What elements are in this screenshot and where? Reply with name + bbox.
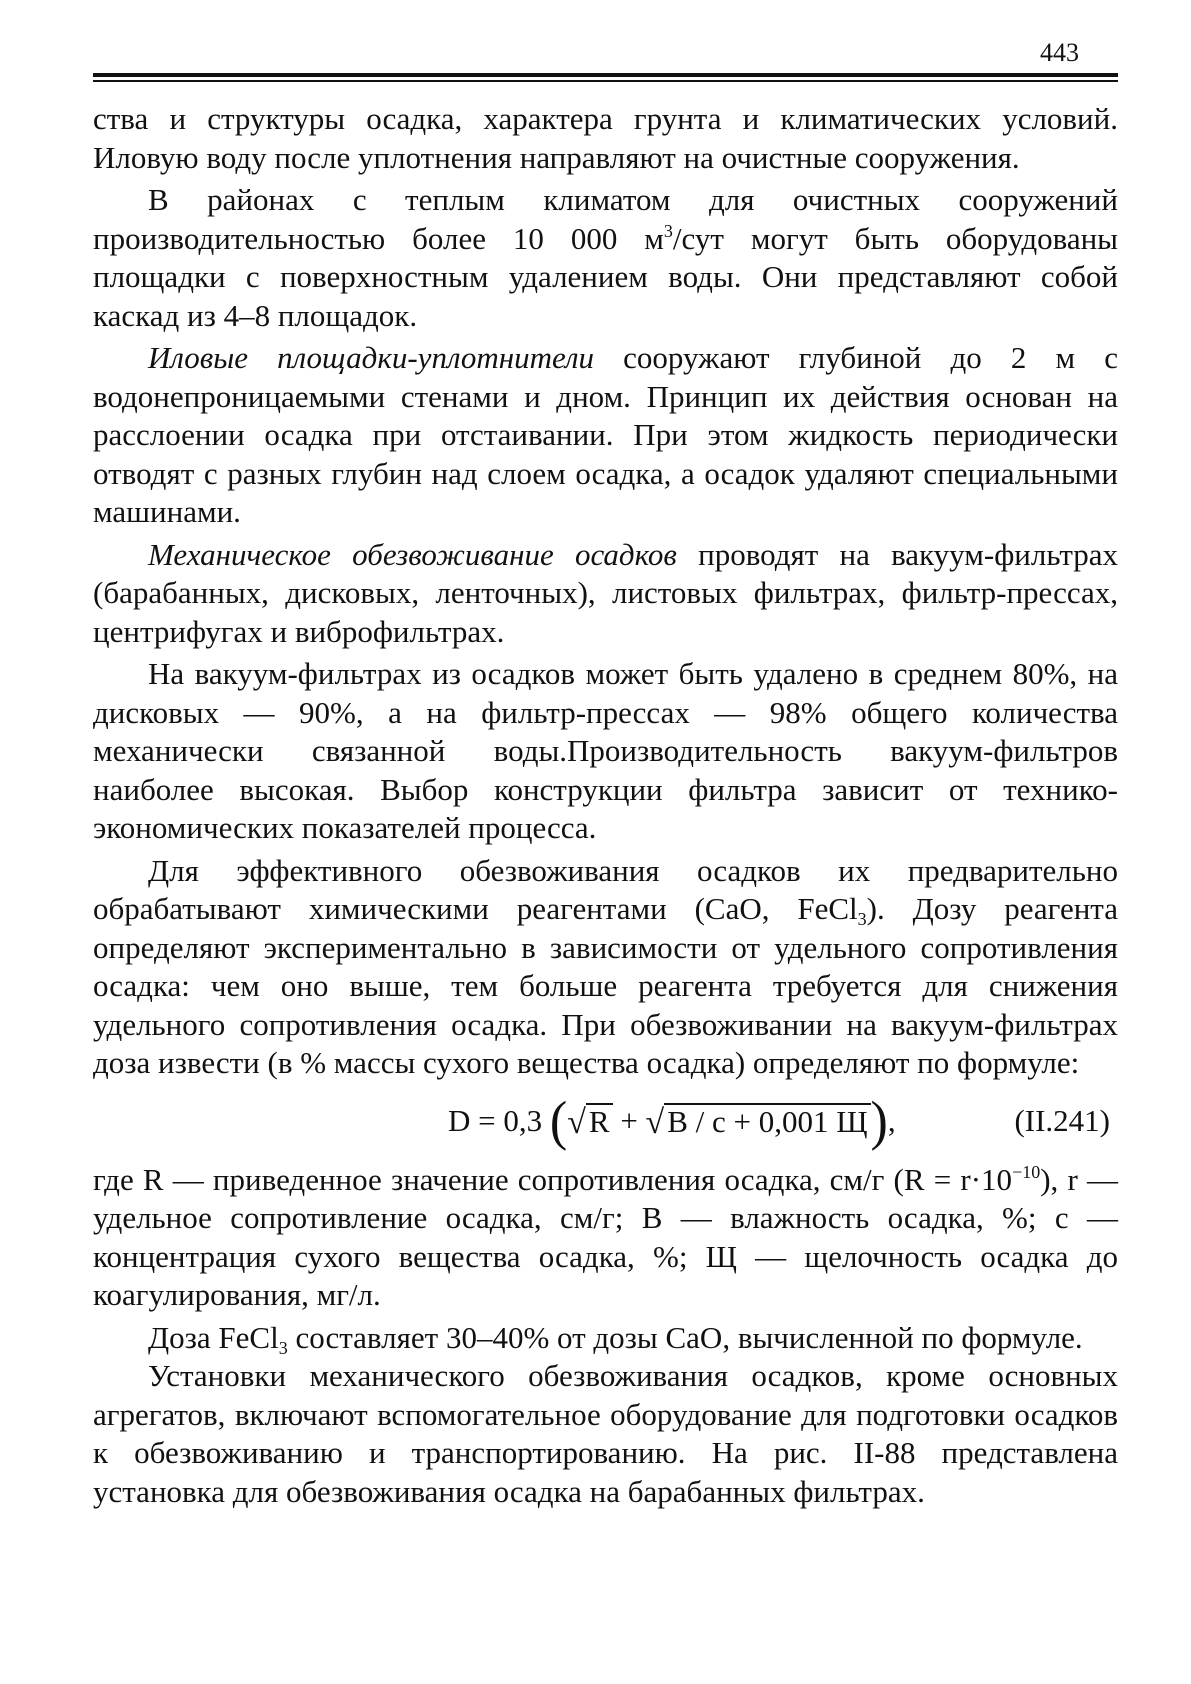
formula-plus: + bbox=[620, 1103, 638, 1139]
paragraph-2 bbox=[93, 181, 1118, 335]
superscript-cubic: 3 bbox=[663, 220, 673, 241]
header-rule-thin bbox=[93, 80, 1118, 82]
paragraph-4-text: проводят на вакуум-фильтрах (барабанных, дисковых, ленточных), листовых фильтрах, фильтр-прессах, центрифугах и виброфильтрах. bbox=[93, 536, 1119, 649]
paragraph-9-text: Установки механического обезвоживания осадков, кроме основных агрегатов, включают вспомогательное оборудование для подготовки осадков к обезвоживанию и транспортированию. На рис. II-88 представлена установка для обезвоживания осадка на барабанных фильтрах. bbox=[93, 1358, 1118, 1509]
term-sludge-compactors: Иловые площадки-уплотнители bbox=[148, 340, 594, 375]
superscript-power: −10 bbox=[1012, 1161, 1041, 1182]
paragraph-7-text-a: где R — приведенное значение сопротивления осадка, см/г (R = r·10 bbox=[93, 1161, 1013, 1197]
formula-close-paren: ) bbox=[870, 1091, 888, 1151]
formula-open-paren: ( bbox=[549, 1091, 568, 1151]
paragraph-8 bbox=[93, 1319, 1118, 1358]
subscript-fecl3-2: 3 bbox=[278, 1337, 288, 1358]
paragraph-1 bbox=[93, 100, 1118, 177]
paragraph-5-text: На вакуум-фильтрах из осадков может быть удалено в среднем 80%, на дисковых — 90%, а на фильтр-прессах — 98% общего количества механически связанной воды.Производительность вакуум-фильтров наиболее высокая. Выбор конструкции фильтра зависит от технико-экономических показателей процесса. bbox=[93, 656, 1118, 845]
body-text bbox=[93, 100, 1118, 1511]
formula-term-b: B / c + 0,001 Щ bbox=[664, 1103, 870, 1139]
paragraph-9 bbox=[93, 1357, 1118, 1511]
sqrt-r bbox=[567, 1103, 612, 1139]
paragraph-6-text-b: ). Дозу реагента определяют экспериментально в зависимости от удельного сопротивления осадка: чем оно выше, тем больше реагента требуется для снижения удельного сопротивления осадка. При обезвоживании на вакуум-фильтрах доза извести (в % массы сухого вещества осадка) определяют по формуле: bbox=[93, 891, 1118, 1080]
paragraph-1-text: ства и структуры осадка, характера грунта и климатических условий. Иловую воду после уплотнения направляют на очистные сооружения. bbox=[93, 101, 1118, 175]
page-number: 443 bbox=[1040, 38, 1079, 67]
formula-term-r: R bbox=[586, 1103, 613, 1139]
formula-row bbox=[93, 1085, 1118, 1159]
paragraph-3 bbox=[93, 339, 1118, 532]
paragraph-2-text-a: В районах с теплым климатом для очистных сооружений производительностью более 10 000 м bbox=[93, 182, 1118, 256]
subscript-fecl3: 3 bbox=[857, 909, 867, 929]
paragraph-8-text-b: составляет 30–40% от дозы CaO, вычисленной по формуле. bbox=[287, 1319, 1083, 1355]
paragraph-5 bbox=[93, 655, 1118, 848]
sqrt-symbol-2: √ bbox=[645, 1103, 665, 1141]
term-mechanical-dewatering: Механическое обезвоживание осадков bbox=[148, 536, 677, 572]
sqrt-symbol-1: √ bbox=[567, 1103, 586, 1141]
paragraph-6 bbox=[93, 852, 1118, 1083]
paragraph-2-text-b: /сут могут быть оборудованы площадки с поверхностным удалением воды. Они представляют собой каскад из 4–8 площадок. bbox=[93, 220, 1118, 333]
paragraph-6-text-a: Для эффективного обезвоживания осадков их предварительно обрабатывают химическими реагентами (CaO, FeCl bbox=[93, 852, 1118, 926]
paragraph-7-text-b: ), r — удельное сопротивление осадка, см/г; В — влажность осадка, %; с — концентрация сухого вещества осадка, %; Щ — щелочность осадка до коагулирования, мг/л. bbox=[93, 1161, 1118, 1312]
sqrt-b bbox=[646, 1103, 871, 1139]
paragraph-7 bbox=[93, 1161, 1118, 1315]
formula bbox=[448, 1091, 896, 1151]
paragraph-4 bbox=[93, 536, 1118, 652]
paragraph-3-text: сооружают глубиной до 2 м с водонепроницаемыми стенами и дном. Принцип их действия основан на расслоении осадка при отстаивании. При этом жидкость периодически отводят с разных глубин над слоем осадка, а осадок удаляют специальными машинами. bbox=[93, 340, 1118, 529]
formula-comma: , bbox=[887, 1103, 896, 1139]
paragraph-8-text-a: Доза FeCl bbox=[148, 1319, 279, 1355]
formula-lhs: D = 0,3 bbox=[448, 1103, 543, 1139]
header-rule-thick bbox=[93, 73, 1118, 77]
formula-number: (II.241) bbox=[1014, 1103, 1110, 1139]
